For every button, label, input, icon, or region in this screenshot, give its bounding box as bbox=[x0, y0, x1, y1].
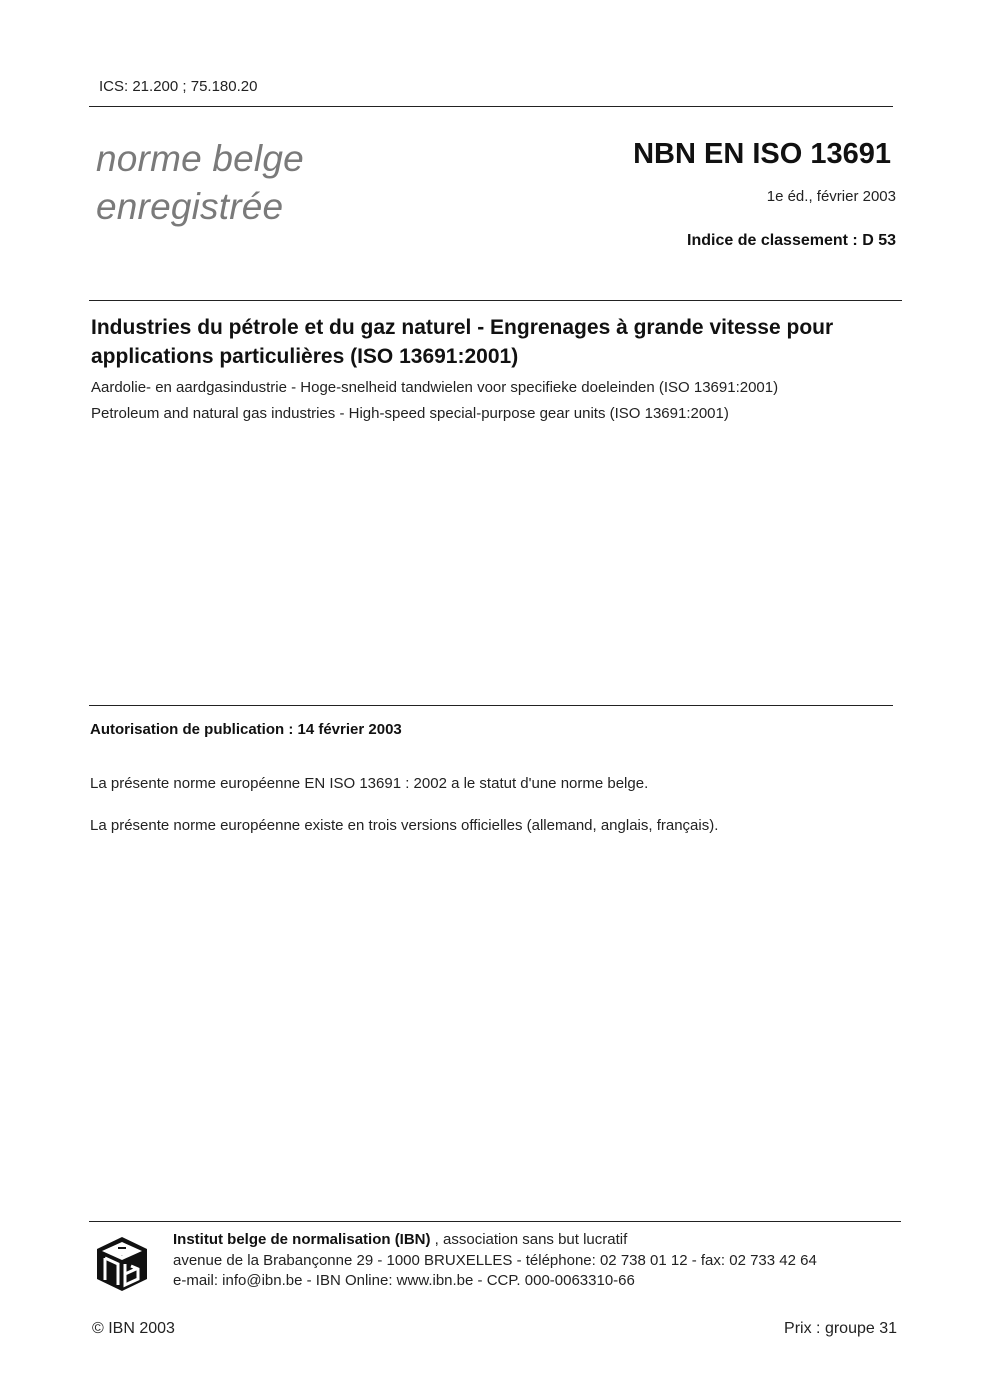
brand-line-1: norme belge bbox=[96, 138, 304, 179]
edition: 1e éd., février 2003 bbox=[766, 188, 896, 205]
institute-address: avenue de la Brabançonne 29 - 1000 BRUXELLES - téléphone: 02 738 01 12 - fax: 02 733 42 64 bbox=[173, 1252, 817, 1269]
institute-line bbox=[173, 1231, 627, 1248]
logo-text: IBN bbox=[121, 1256, 123, 1257]
publication-authorization: Autorisation de publication : 14 février 2003 bbox=[90, 721, 402, 738]
institute-contact: e-mail: info@ibn.be - IBN Online: www.ibn.be - CCP. 000-0063310-66 bbox=[173, 1272, 635, 1289]
ibn-logo-icon bbox=[96, 1236, 148, 1292]
status-paragraph: La présente norme européenne EN ISO 13691 : 2002 a le statut d'une norme belge. bbox=[90, 775, 649, 792]
standard-number: NBN EN ISO 13691 bbox=[633, 138, 891, 170]
title-french: Industries du pétrole et du gaz naturel - Engrenages à grande vitesse pour applications particulières (ISO 13691:2001) bbox=[91, 316, 834, 368]
title-english: Petroleum and natural gas industries - High-speed special-purpose gear units (ISO 13691:2001) bbox=[91, 405, 729, 422]
price-group: Prix : groupe 31 bbox=[784, 1320, 897, 1337]
classification-index: Indice de classement : D 53 bbox=[687, 232, 896, 249]
institute-name: Institut belge de normalisation (IBN) bbox=[173, 1231, 431, 1248]
body-rule bbox=[89, 705, 893, 706]
header-rule bbox=[89, 106, 893, 107]
brand-line-2: enregistrée bbox=[96, 186, 284, 227]
institute-suffix: , association sans but lucratif bbox=[430, 1231, 628, 1248]
title-rule bbox=[89, 300, 902, 301]
title-dutch: Aardolie- en aardgasindustrie - Hoge-snelheid tandwielen voor specifieke doeleinden (ISO 13691:2001) bbox=[91, 379, 779, 396]
versions-paragraph: La présente norme européenne existe en trois versions officielles (allemand, anglais, français). bbox=[90, 817, 719, 834]
copyright: © IBN 2003 bbox=[92, 1320, 175, 1337]
ics-code: ICS: 21.200 ; 75.180.20 bbox=[99, 78, 258, 95]
footer-rule bbox=[89, 1221, 901, 1222]
